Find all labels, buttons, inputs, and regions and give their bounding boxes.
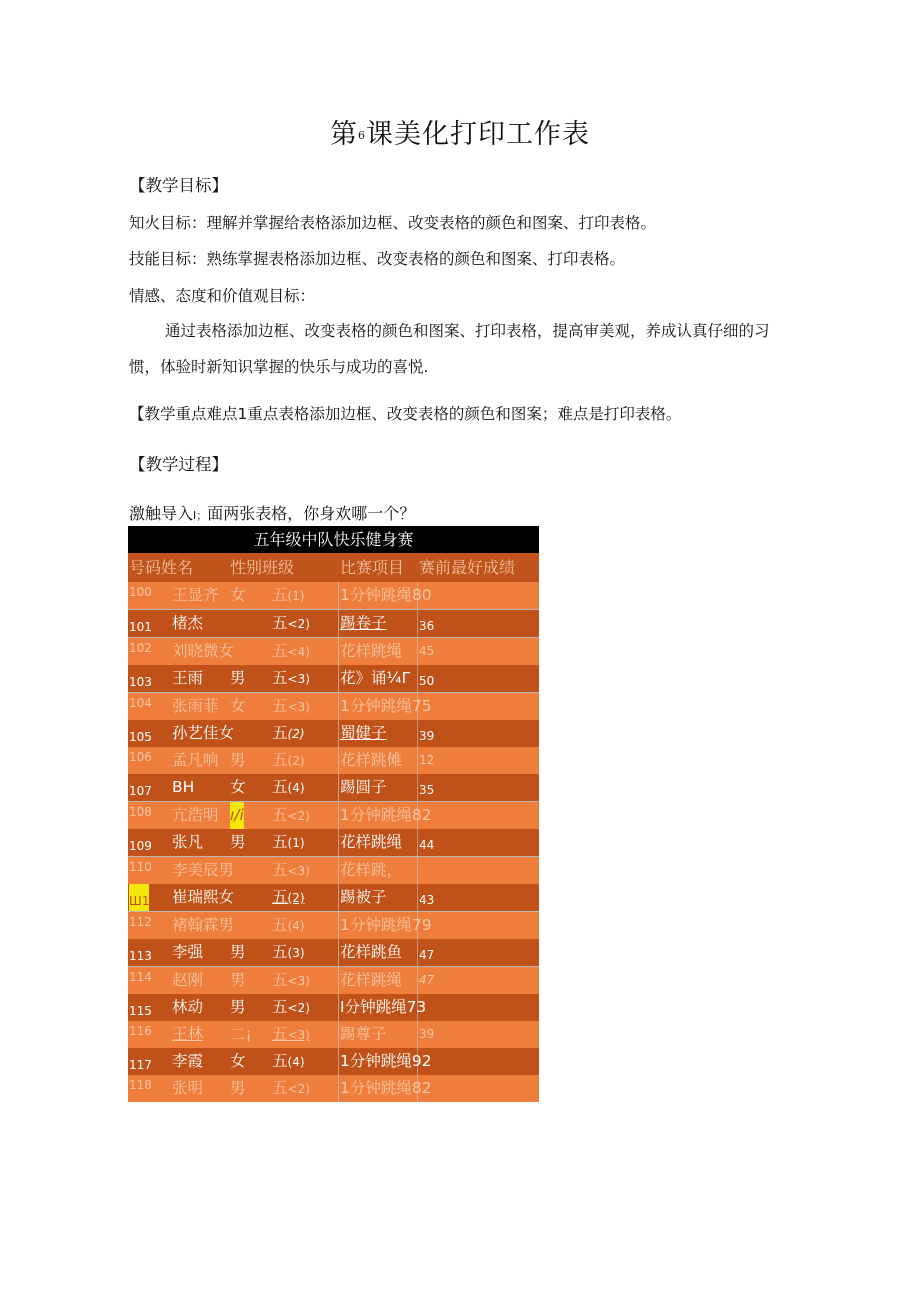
cell-class: 五(3)	[272, 943, 305, 961]
cell-number: 116	[129, 1024, 152, 1038]
cell-name: 赵刚	[172, 971, 204, 989]
table-row	[128, 856, 539, 884]
cell-event: 花样跳傩	[340, 751, 403, 769]
column-divider	[417, 829, 418, 856]
cell-event: 1分钟跳绳79	[340, 916, 432, 934]
cell-event: 1分钟跳绳80	[340, 586, 432, 604]
cell-class: 五(4)	[272, 778, 305, 796]
column-divider	[417, 747, 418, 774]
table-row	[128, 1048, 539, 1075]
cell-name: 王林	[172, 1025, 204, 1043]
cell-number: 109	[129, 839, 152, 853]
cell-gender: ı/i	[230, 802, 244, 829]
knowledge-goal: 知火目标：理解并掌握给表格添加边框、改变表格的颜色和图案、打印表格。	[129, 214, 657, 232]
table-row	[128, 609, 539, 637]
cell-name: 亢浩明	[172, 806, 219, 824]
cell-name: 孙艺佳女	[172, 724, 235, 742]
cell-class: 五<2)	[272, 1079, 310, 1097]
cell-number: 114	[129, 970, 152, 984]
cell-name: 孟凡响	[172, 751, 219, 769]
fitness-table	[128, 526, 539, 1102]
table-body	[128, 582, 539, 1102]
cell-name: 张雨菲	[172, 697, 219, 715]
column-divider	[338, 610, 339, 637]
column-divider	[338, 1048, 339, 1075]
cell-class: 五(4)	[272, 916, 305, 934]
cell-gender: 男	[230, 943, 246, 961]
cell-class: 五(2)	[272, 724, 305, 742]
emotion-goal-heading: 情感、态度和价值观目标：	[129, 287, 316, 305]
cell-name: 张凡	[172, 833, 204, 851]
cell-event: 踢被子	[340, 888, 387, 906]
cell-number: 112	[129, 915, 152, 929]
cell-score: 39	[419, 729, 435, 743]
column-divider	[338, 829, 339, 856]
cell-class: 五<2)	[272, 806, 310, 824]
cell-name: 崔瑞熙女	[172, 888, 235, 906]
cell-class: 五<2)	[272, 998, 310, 1016]
column-divider	[338, 994, 339, 1021]
cell-class: 五(4)	[272, 1052, 305, 1070]
column-divider	[338, 747, 339, 774]
cell-number: 110	[129, 860, 152, 874]
cell-number: 100	[129, 585, 152, 599]
cell-gender: 男	[230, 833, 246, 851]
cell-event: 踢尊子	[340, 1025, 387, 1043]
cell-gender: 女	[230, 586, 246, 604]
cell-name: 李霞	[172, 1052, 204, 1070]
cell-score: 50	[419, 674, 435, 688]
cell-event: 花样跳绳	[340, 833, 403, 851]
cell-score: 36	[419, 619, 435, 633]
column-divider	[338, 912, 339, 939]
cell-event: 1分钟跳绳82	[340, 1079, 432, 1097]
table-row	[128, 665, 539, 692]
cell-number: Ш1	[129, 884, 149, 918]
cell-gender: 女	[230, 778, 246, 796]
column-divider	[338, 693, 339, 720]
header-gender-class: 性别班级	[230, 558, 295, 577]
cell-name: 刘晓微女	[172, 642, 235, 660]
process-heading: 【教学过程】	[129, 455, 228, 474]
column-divider	[338, 638, 339, 665]
cell-number: 107	[129, 784, 152, 798]
cell-score: 12	[419, 753, 435, 767]
cell-score: 43	[419, 893, 435, 907]
table-row	[128, 637, 539, 665]
emotion-goal-line1: 通过表格添加边框、改变表格的颜色和图案、打印表格，提高审美观，养成认真仔细的习	[165, 322, 770, 340]
cell-name: 褚翰霖男	[172, 916, 235, 934]
cell-score: 47	[419, 973, 435, 987]
cell-class: 五<3)	[272, 971, 310, 989]
cell-gender: 男	[230, 669, 246, 687]
cell-class: 五<3)	[272, 697, 310, 715]
cell-class: 五<4)	[272, 642, 310, 660]
cell-name: BH	[172, 778, 195, 796]
table-row	[128, 692, 539, 720]
skill-goal: 技能目标：熟练掌握表格添加边框、改变表格的颜色和图案、打印表格。	[129, 250, 626, 268]
column-divider	[338, 1021, 339, 1048]
cell-class: 五<3)	[272, 861, 310, 879]
table-row	[128, 939, 539, 966]
cell-gender: 女	[230, 1052, 246, 1070]
cell-gender: 女	[230, 697, 246, 715]
header-event: 比赛项目	[340, 558, 405, 577]
column-divider	[417, 939, 418, 966]
cell-event: 1分钟跳绳75	[340, 697, 432, 715]
cell-number: 115	[129, 1004, 152, 1018]
cell-name: 张明	[172, 1079, 204, 1097]
table-row	[128, 720, 539, 747]
intro-text: 激触导入I；面两张表格，你身欢哪一个？	[129, 504, 416, 523]
cell-score: 47	[419, 948, 435, 962]
column-divider	[417, 857, 418, 884]
table-row	[128, 1075, 539, 1102]
objectives-heading: 【教学目标】	[129, 176, 228, 195]
cell-event: 花》诵¼Γ	[340, 669, 411, 687]
table-row	[128, 801, 539, 829]
column-divider	[338, 857, 339, 884]
cell-number: 105	[129, 730, 152, 744]
cell-name: 王显齐	[172, 586, 219, 604]
table-row	[128, 994, 539, 1021]
cell-number: 101	[129, 620, 152, 634]
cell-class: 五<3)	[272, 669, 310, 687]
column-divider	[417, 774, 418, 801]
cell-class: 五<3)	[272, 1025, 310, 1043]
table-row	[128, 774, 539, 801]
cell-gender: 男	[230, 1079, 246, 1097]
cell-event: 花样跳，	[340, 861, 403, 879]
cell-number: 117	[129, 1058, 152, 1072]
column-divider	[338, 720, 339, 747]
cell-class: 五(1)	[272, 586, 305, 604]
column-divider	[417, 720, 418, 747]
column-divider	[417, 1021, 418, 1048]
cell-event: 花样跳绳	[340, 971, 403, 989]
cell-score: 39	[419, 1027, 435, 1041]
cell-number: 113	[129, 949, 152, 963]
cell-event: 花样跳鱼	[340, 943, 403, 961]
cell-number: 104	[129, 696, 152, 710]
cell-number: 118	[129, 1078, 152, 1092]
column-divider	[417, 610, 418, 637]
cell-class: 五<2)	[272, 614, 310, 632]
cell-score: 35	[419, 783, 435, 797]
cell-event: 1分钟跳绳92	[340, 1052, 432, 1070]
cell-name: 楮杰	[172, 614, 204, 632]
cell-score: 45	[419, 644, 435, 658]
column-divider	[338, 802, 339, 829]
cell-event: 踢卷子	[340, 614, 387, 632]
cell-gender: 男	[230, 751, 246, 769]
cell-name: 李强	[172, 943, 204, 961]
cell-number: 103	[129, 675, 152, 689]
table-row	[128, 829, 539, 856]
cell-name: 李美辰男	[172, 861, 235, 879]
cell-event: 蜀健子	[340, 724, 387, 742]
cell-event: I分钟跳绳73	[340, 998, 427, 1016]
table-row	[128, 747, 539, 774]
cell-number: 102	[129, 641, 152, 655]
table-row	[128, 582, 539, 609]
cell-number: 106	[129, 750, 152, 764]
cell-class: 五(2)	[272, 751, 305, 769]
column-divider	[338, 774, 339, 801]
cell-class: 五(2)	[272, 888, 305, 906]
column-divider	[338, 884, 339, 911]
column-divider	[417, 884, 418, 911]
column-divider	[338, 582, 339, 609]
table-header-row	[128, 553, 539, 582]
key-points: 【教学重点难点1重点表格添加边框、改变表格的颜色和图案；难点是打印表格。	[129, 405, 682, 423]
column-divider	[338, 939, 339, 966]
table-row	[128, 884, 539, 911]
emotion-goal-line2: 惯，体验时新知识掌握的快乐与成功的喜悦.	[129, 358, 429, 376]
column-divider	[338, 665, 339, 692]
cell-event: 花样跳绳	[340, 642, 403, 660]
table-row	[128, 966, 539, 994]
cell-event: 踢圆子	[340, 778, 387, 796]
cell-gender: 男	[230, 998, 246, 1016]
column-divider	[417, 665, 418, 692]
table-row	[128, 1021, 539, 1048]
cell-score: 44	[419, 838, 435, 852]
column-divider	[417, 967, 418, 994]
header-score: 赛前最好成绩	[419, 558, 516, 577]
column-divider	[417, 638, 418, 665]
cell-gender: 二¡	[230, 1025, 252, 1043]
header-num-name: 号码姓名	[129, 558, 194, 577]
cell-event: 1分钟跳绳82	[340, 806, 432, 824]
table-title: 五年级中队快乐健身赛	[128, 526, 539, 553]
cell-number: 108	[129, 805, 152, 819]
page-title: 第6课美化打印工作表	[330, 119, 590, 150]
column-divider	[338, 967, 339, 994]
column-divider	[338, 1075, 339, 1102]
cell-name: 王雨	[172, 669, 204, 687]
cell-gender: 男	[230, 971, 246, 989]
table-row	[128, 911, 539, 939]
cell-class: 五(1)	[272, 833, 305, 851]
cell-name: 林动	[172, 998, 204, 1016]
